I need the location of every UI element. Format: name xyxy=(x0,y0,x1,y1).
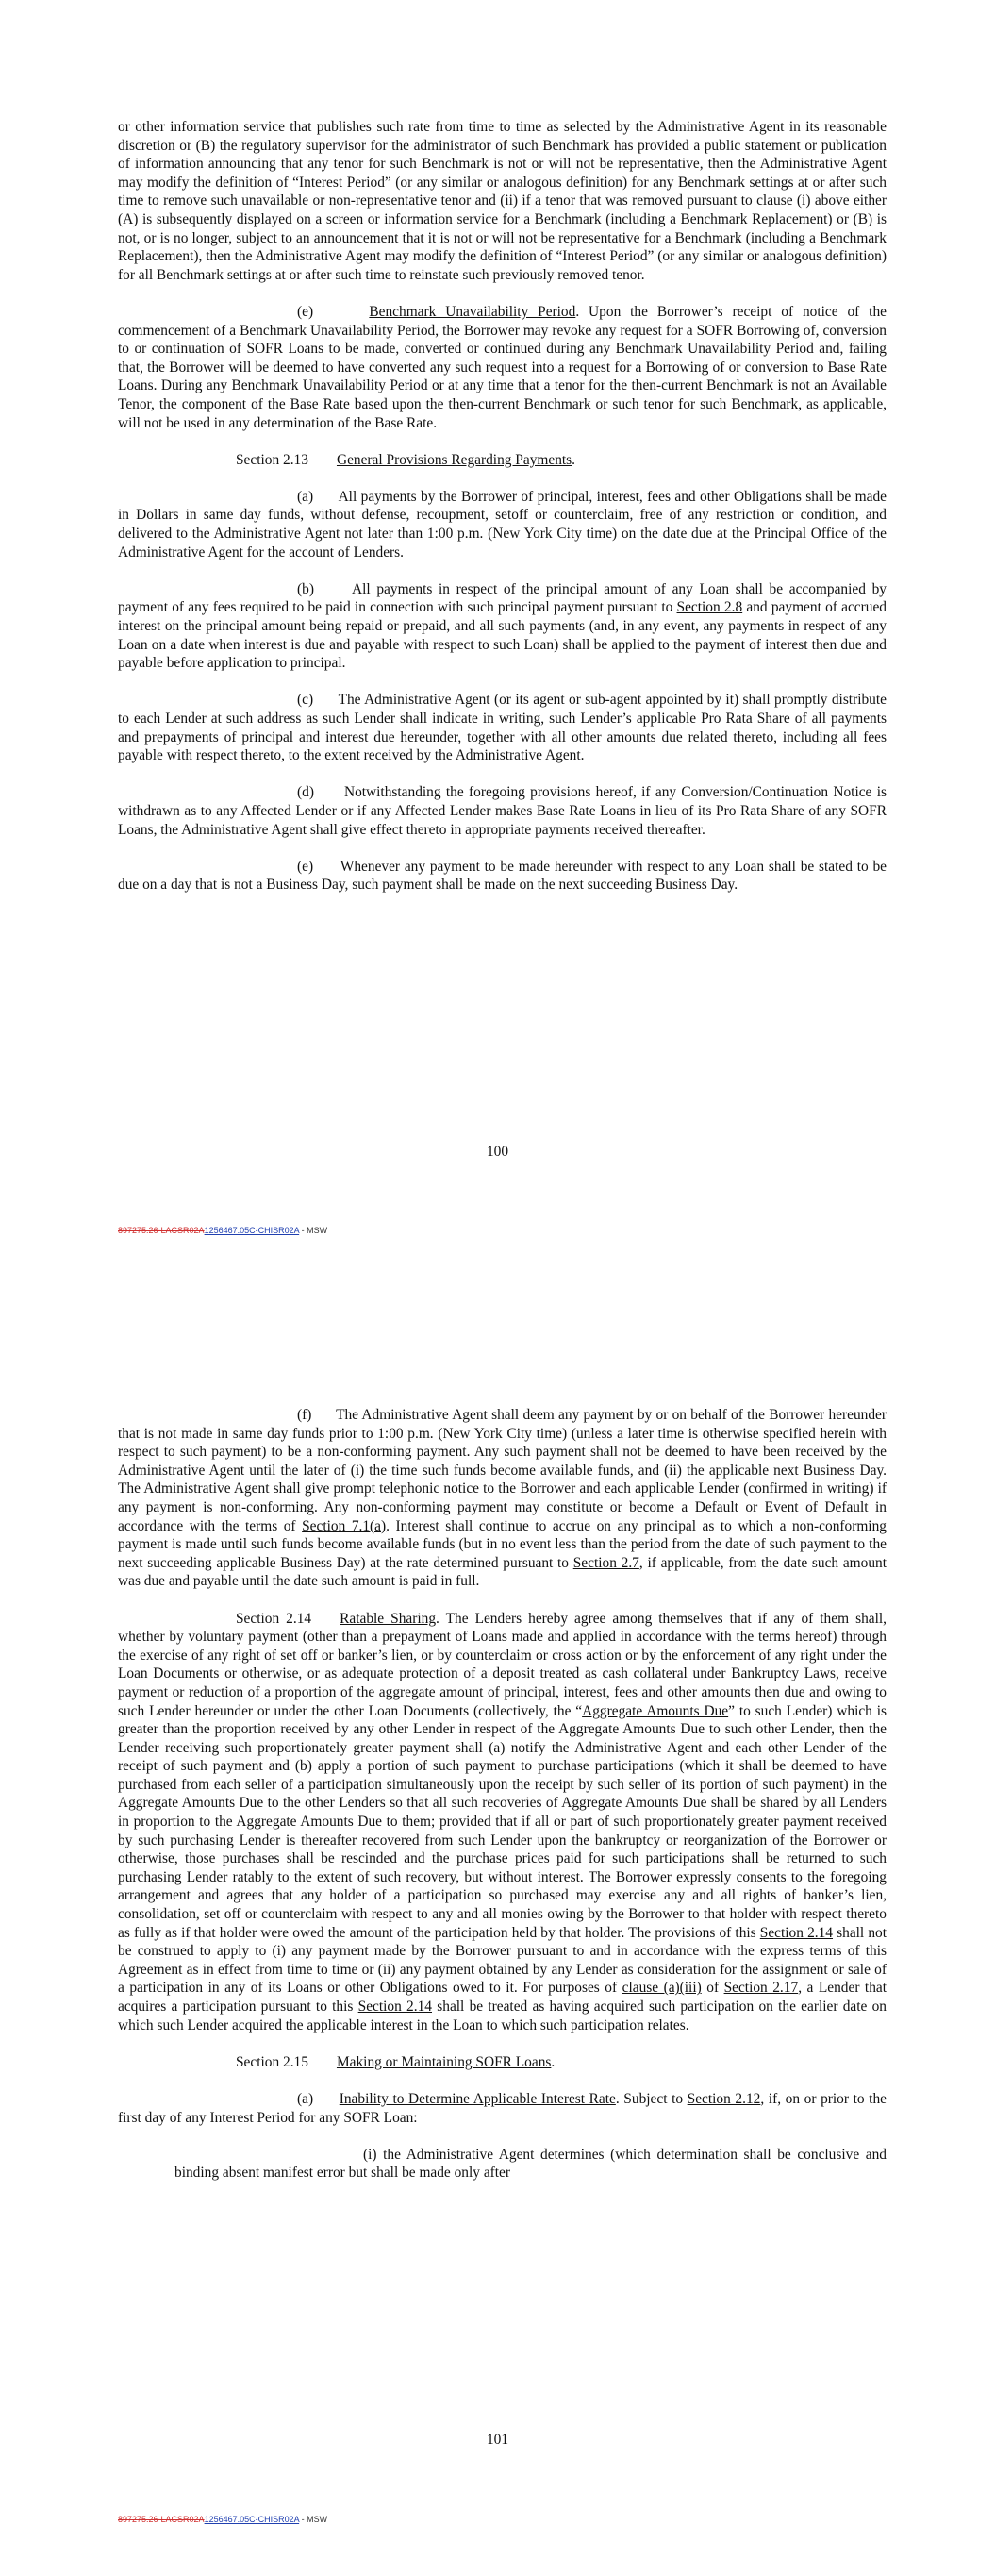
clause-a-payments: (a) All payments by the Borrower of principal, interest, fees and other Obligations shall be made in Dollars in same day funds, without defense, recoupment, setoff or counterclaim, free of any restriction or condition, and delivered to the Administrative Agent not later than 1:00 p.m. (New York City time) on the date due at the Principal Office of the Administrative Agent for the account of Lenders. xyxy=(118,488,887,560)
section-2-13-heading: Section 2.13 General Provisions Regarding Payments. xyxy=(236,451,576,468)
clause-e-benchmark-unavailability: (e) Benchmark Unavailability Period. Upon the Borrower’s receipt of notice of the commencement of a Benchmark Unavailability Period, the Borrower may revoke any request for a SOFR Borrowing of, conversion to or continuation of SOFR Loans to be made, converted or continued during any Benchmark Unavailability Period and, failing that, the Borrower will be deemed to have converted any such request into a request for a Borrowing of or conversion to Base Rate Loans. During any Benchmark Unavailability Period or at any time that a tenor for the then-current Benchmark is not an Available Tenor, the component of the Base Rate based upon the then-current Benchmark or such tenor for such Benchmark, as applicable, will not be used in any determination of the Base Rate. xyxy=(118,303,887,431)
footer-deleted-id: 897275.26-LACSR02A xyxy=(118,2515,205,2524)
page-100-body xyxy=(118,118,887,913)
clause-label: (d) xyxy=(297,784,314,801)
clause-label: (e) xyxy=(297,303,314,320)
clause-label: (f) xyxy=(297,1407,312,1423)
cross-reference-link[interactable]: clause (a)(iii) xyxy=(622,1980,702,1997)
continued-paragraph: or other information service that publishes such rate from time to time as selected by the Administrative Agent in its reasonable discretion or (B) the regulatory supervisor for the administrator of such Benchmark has provided a public statement or publication of information announcing that any tenor for such Benchmark is not or will not be representative, then the Administrative Agent may modify the definition of “Interest Period” (or any similar or analogous definition) for any Benchmark settings at or after such time to remove such unavailable or non-representative tenor and (ii) if a tenor that was removed pursuant to clause (i) above either (A) is subsequently displayed on a screen or information service for a Benchmark (including a Benchmark Replacement) or (B) is not, or is no longer, subject to an announcement that it is not or will not be representative for a Benchmark (including a Benchmark Replacement), then the Administrative Agent may modify the definition of “Interest Period” (or any similar or analogous definition) for all Benchmark settings at or after such time to reinstate such previously removed tenor. xyxy=(118,119,887,283)
cross-reference-link[interactable]: Section 7.1(a) xyxy=(302,1517,387,1534)
document-footer: 897275.26-LACSR02A1256467.05C-CHISR02A - MSW xyxy=(118,1226,328,1235)
clause-c-distribution: (c) The Administrative Agent (or its agent or sub-agent appointed by it) shall promptly distribute to each Lender at such address as such Lender shall indicate in writing, such Lender’s applicable Pro Rata Share of all payments and prepayments of principal and interest due hereunder, together with all other amounts due related thereto, including all fees payable with respect thereto, to the extent received by the Administrative Agent. xyxy=(118,692,887,764)
clause-b-principal-payments: (b) All payments in respect of the principal amount of any Loan shall be accompanied by payment of any fees required to be paid in connection with such principal payment pursuant to Section 2.8 and payment of accrued interest on the principal amount being repaid or prepaid, and all such payments (and, in any event, any payments in respect of any Loan on a date when interest is due and payable with respect to such Loan) shall be applied to the payment of interest then due and payable before application to principal. xyxy=(118,580,887,672)
defined-term: Aggregate Amounts Due xyxy=(582,1702,729,1719)
section-number: Section 2.15 xyxy=(236,2053,308,2070)
section-title: General Provisions Regarding Payments xyxy=(336,451,572,468)
clause-f-non-conforming: (f) The Administrative Agent shall deem any payment by or on behalf of the Borrower hereunder that is not made in same day funds prior to 1:00 p.m. (New York City time) (unless a later time is otherwise specified herein with respect to such payment) to be a non-conforming payment. Any such payment shall not be deemed to have been received by the Administrative Agent until the later of (i) the time such funds become available funds, and (ii) the applicable next Business Day. The Administrative Agent shall give prompt telephonic notice to the Borrower and each applicable Lender (confirmed in writing) if any payment is non-conforming. Any non-conforming payment may constitute or become a Default or Event of Default in accordance with the terms of Section 7.1(a). Interest shall continue to accrue on any principal as to which a non-conforming payment is made until such funds become available funds (but in no event less than the period from the date of such payment to the next succeeding applicable Business Day) at the rate determined pursuant to Section 2.7, if applicable, from the date such amount was due and payable until the date such amount is paid in full. xyxy=(118,1407,887,1590)
clause-label: (c) xyxy=(297,692,314,709)
section-number: Section 2.13 xyxy=(236,451,308,468)
section-2-14-ratable-sharing: Section 2.14 Ratable Sharing. The Lenders hereby agree among themselves that if any of them shall, whether by voluntary payment (other than a prepayment of Loans made and applied in accordance with the terms hereof) through the exercise of any right of set off or banker’s lien, or by counterclaim or cross action or by the enforcement of any right under the Loan Documents or otherwise, or as adequate protection of a deposit treated as cash collateral under Bankruptcy Laws, receive payment or reduction of a proportion of the aggregate amount of principal, interest, fees and other amounts then due and owing to such Lender hereunder or under the other Loan Documents (collectively, the “Aggregate Amounts Due” to such Lender) which is greater than the proportion received by any other Lender in respect of the Aggregate Amounts Due to such other Lender, then the Lender receiving such proportionately greater payment shall (a) notify the Administrative Agent and each other Lender of the receipt of such payment and (b) apply a portion of such payment to purchase participations (which it shall be deemed to have purchased from each seller of a participation simultaneously upon the receipt by such seller of its portion of such payment) in the Aggregate Amounts Due to the other Lenders so that all such recoveries of Aggregate Amounts Due shall be shared by all Lenders in proportion to the Aggregate Amounts Due to them; provided that if all or part of such proportionately greater payment received by such purchasing Lender is thereafter recovered from such Lender upon the bankruptcy or reorganization of the Borrower or otherwise, those purchases shall be rescinded and the purchase prices paid for such participations shall be returned to such purchasing Lender ratably to the extent of such recovery, but without interest. The Borrower expressly consents to the foregoing arrangement and agrees that any holder of a participation so purchased may exercise any and all rights of banker’s lien, consolidation, set off or counterclaim with respect to any and all monies owing by the Borrower to that holder with respect thereto as fully as if that holder were owed the amount of the participation held by that holder. The provisions of this Section 2.14 shall not be construed to apply to (i) any payment made by the Borrower pursuant to and in accordance with the express terms of this Agreement as in effect from time to time or (ii) any payment obtained by any Lender as consideration for the assignment or sale of a participation in any of its Loans or other Obligations owed to it. For purposes of clause (a)(iii) of Section 2.17, a Lender that acquires a participation pursuant to this Section 2.14 shall be treated as having acquired such participation on the earlier date on which such Lender acquired the applicable interest in the Loan to which such participation relates. xyxy=(118,1610,887,2033)
clause-label: (a) xyxy=(297,488,314,505)
cross-reference-link[interactable]: Section 2.14 xyxy=(357,1999,432,2015)
document-footer: 897275.26-LACSR02A1256467.05C-CHISR02A - MSW xyxy=(118,2515,328,2524)
page-101-body xyxy=(118,1406,887,2201)
page-number: 101 xyxy=(486,2432,509,2448)
clause-title: Benchmark Unavailability Period xyxy=(369,303,576,320)
section-2-15-heading: Section 2.15 Making or Maintaining SOFR Loans. xyxy=(236,2053,556,2070)
cross-reference-link[interactable]: Section 2.8 xyxy=(676,599,743,616)
clause-title: Inability to Determine Applicable Interest Rate xyxy=(339,2090,616,2107)
footer-inserted-id: 1256467.05C-CHISR02A xyxy=(204,1226,300,1235)
page-101 xyxy=(0,1288,995,2576)
clause-d-notwithstanding: (d) Notwithstanding the foregoing provisions hereof, if any Conversion/Continuation Notice is withdrawn as to any Affected Lender or if any Affected Lender makes Base Rate Loans in lieu of its Pro Rata Share of any SOFR Loans, the Administrative Agent shall give effect thereto in appropriate payments received thereafter. xyxy=(118,784,887,838)
clause-label: (e) xyxy=(297,858,314,875)
clause-a-inability-to-determine: (a) Inability to Determine Applicable Interest Rate. Subject to Section 2.12, if, on or prior to the first day of any Interest Period for any SOFR Loan: xyxy=(118,2090,887,2126)
clause-label: (a) xyxy=(297,2090,314,2107)
subclause-i: (i) the Administrative Agent determines (which determination shall be conclusive and binding absent manifest error but shall be made only after xyxy=(174,2146,887,2182)
footer-inserted-id: 1256467.05C-CHISR02A xyxy=(204,2515,300,2524)
section-title: Ratable Sharing xyxy=(340,1610,437,1627)
cross-reference-link[interactable]: Section 2.14 xyxy=(759,1924,834,1941)
clause-e-business-day: (e) Whenever any payment to be made hereunder with respect to any Loan shall be stated to be due on a day that is not a Business Day, such payment shall be made on the next succeeding Business Day. xyxy=(118,858,887,894)
page-number: 100 xyxy=(486,1144,509,1160)
cross-reference-link[interactable]: Section 2.12 xyxy=(687,2090,761,2107)
section-title: Making or Maintaining SOFR Loans xyxy=(336,2053,552,2070)
cross-reference-link[interactable]: Section 2.7 xyxy=(572,1554,639,1571)
clause-label: (b) xyxy=(297,580,314,597)
footer-deleted-id: 897275.26-LACSR02A xyxy=(118,1226,205,1235)
section-number: Section 2.14 xyxy=(236,1610,312,1627)
cross-reference-link[interactable]: Section 2.17 xyxy=(723,1980,799,1997)
